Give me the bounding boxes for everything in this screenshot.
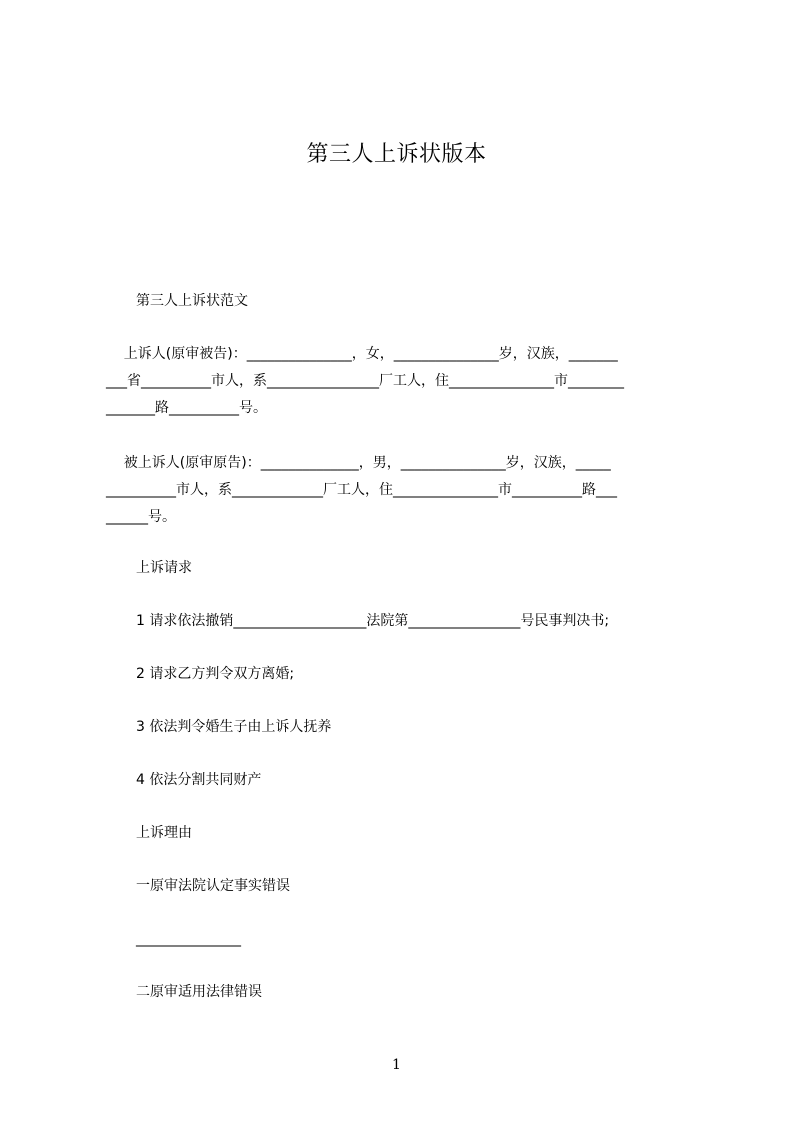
reason-1: 一原审法院认定事实错误: [136, 878, 290, 894]
appellant-line-3: _______路__________号。: [106, 400, 267, 416]
document-title: 第三人上诉状版本: [306, 142, 487, 167]
reasons-heading: 上诉理由: [136, 825, 192, 841]
request-item-2: 2 请求乙方判令双方离婚;: [136, 666, 295, 682]
appellee-line-2: __________市人，系_____________厂工人，住_______________市__________路___: [106, 482, 617, 498]
request-item-4: 4 依法分割共同财产: [136, 772, 262, 788]
appellant-line-1: 上诉人(原审被告)：_______________，女，_______________岁，汉族，_______: [106, 346, 618, 362]
requests-heading: 上诉请求: [136, 560, 192, 576]
reason-1-blank: _______________: [136, 931, 241, 947]
request-item-3: 3 依法判令婚生子由上诉人抚养: [136, 719, 332, 735]
reason-2: 二原审适用法律错误: [136, 984, 262, 1000]
page-number: 1: [392, 1057, 401, 1073]
appellant-line-2: ___省__________市人，系________________厂工人，住_______________市________: [106, 373, 624, 389]
appellee-line-3: ______号。: [106, 509, 176, 525]
document-subtitle: 第三人上诉状范文: [136, 293, 248, 309]
request-item-1: 1 请求依法撤销___________________法院第________________号民事判决书;: [136, 613, 610, 629]
appellee-line-1: 被上诉人(原审原告)：______________，男，_______________岁，汉族，_____: [106, 455, 611, 471]
